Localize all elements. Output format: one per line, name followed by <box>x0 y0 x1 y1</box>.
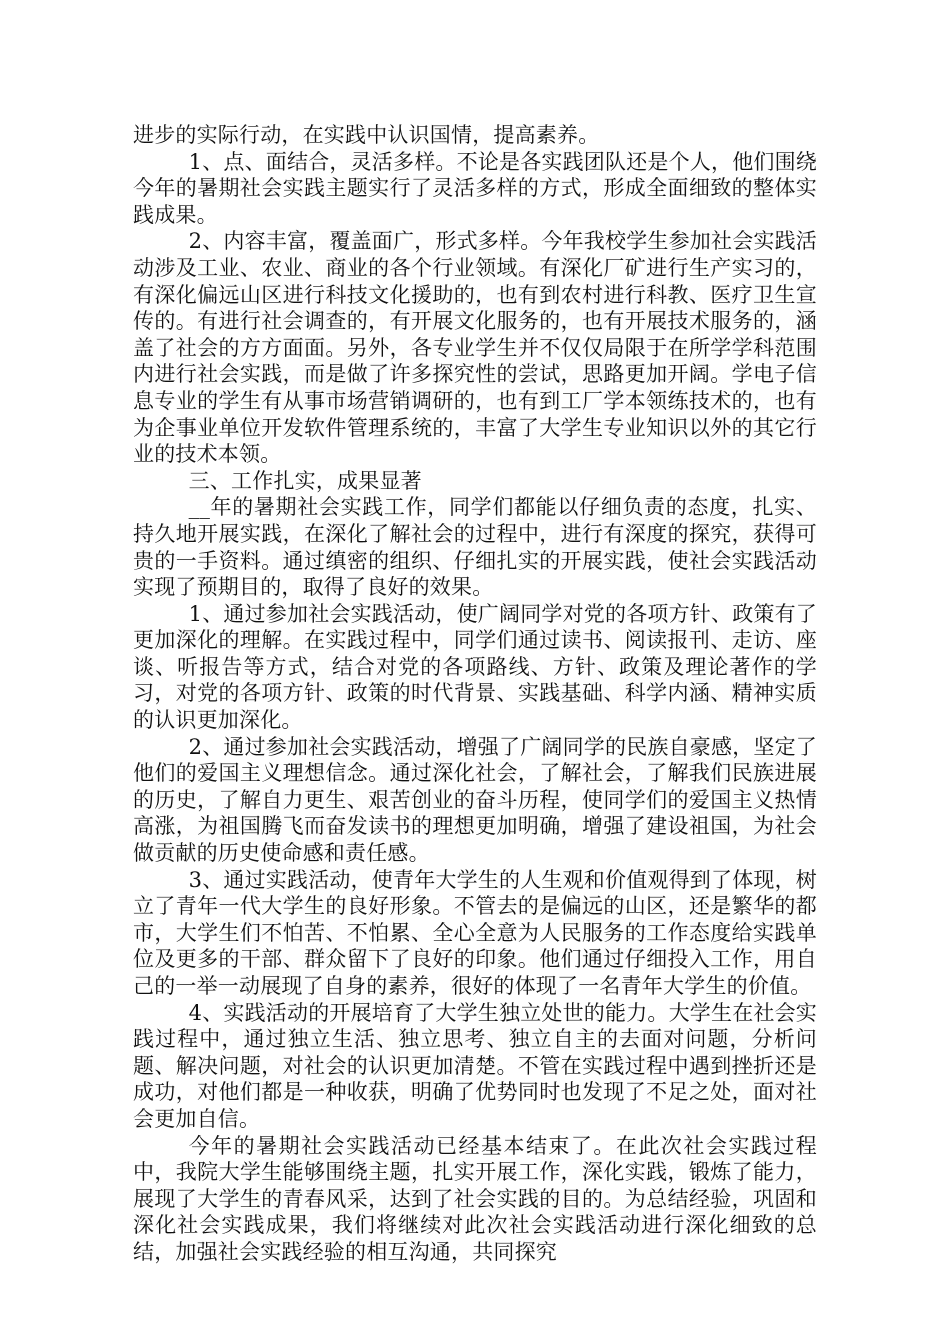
paragraph: 4、实践活动的开展培育了大学生独立处世的能力。大学生在社会实践过程中，通过独立生活、独立思考、独立自主的去面对问题，分析问题、解决问题，对社会的认识更加清楚。不管在实践过程中遇到挫折还是成功，对他们都是一种收获，明确了优势同时也发现了不足之处，面对社会更加自信。 <box>133 1000 817 1131</box>
document-body <box>133 122 817 1266</box>
paragraph: 2、内容丰富，覆盖面广，形式多样。今年我校学生参加社会实践活动涉及工业、农业、商业的各个行业领域。有深化厂矿进行生产实习的，有深化偏远山区进行科技文化援助的，也有到农村进行科教、医疗卫生宣传的。有进行社会调查的，有开展文化服务的，也有开展技术服务的，涵盖了社会的方方面面。另外，各专业学生并不仅仅局限于在所学学科范围内进行社会实践，而是做了许多探究性的尝试，思路更加开阔。学电子信息专业的学生有从事市场营销调研的，也有到工厂学本领练技术的，也有为企事业单位开发软件管理系统的，丰富了大学生专业知识以外的其它行业的技术本领。 <box>133 229 817 467</box>
paragraph: 1、通过参加社会实践活动，使广阔同学对党的各项方针、政策有了更加深化的理解。在实践过程中，同学们通过读书、阅读报刊、走访、座谈、听报告等方式，结合对党的各项路线、方针、政策及理论著作的学习，对党的各项方针、政策的时代背景、实践基础、科学内涵、精神实质的认识更加深化。 <box>133 601 817 733</box>
paragraph: 进步的实际行动，在实践中认识国情，提高素养。 <box>133 123 600 147</box>
paragraph: 1、点、面结合，灵活多样。不论是各实践团队还是个人，他们围绕今年的暑期社会实践主题实行了灵活多样的方式，形成全面细致的整体实践成果。 <box>133 149 817 227</box>
paragraph: 3、通过实践活动，使青年大学生的人生观和价值观得到了体现，树立了青年一代大学生的良好形象。不管去的是偏远的山区，还是繁华的都市，大学生们不怕苦、不怕累、全心全意为人民服务的工作态度给实践单位及更多的干部、群众留下了良好的印象。他们通过仔细投入工作，用自己的一举一动展现了自身的素养，很好的体现了一名青年大学生的价值。 <box>133 867 817 998</box>
paragraph: 2、通过参加社会实践活动，增强了广阔同学的民族自豪感，坚定了他们的爱国主义理想信念。通过深化社会，了解社会，了解我们民族进展的历史，了解自力更生、艰苦创业的奋斗历程，使同学们的爱国主义热情高涨，为祖国腾飞而奋发读书的理想更加明确，增强了建设祖国，为社会做贡献的历史使命感和责任感。 <box>133 734 817 866</box>
paragraph: 今年的暑期社会实践活动已经基本结束了。在此次社会实践过程中，我院大学生能够围绕主题，扎实开展工作，深化实践，锻炼了能力，展现了大学生的青春风采，达到了社会实践的目的。为总结经验，巩固和深化社会实践成果，我们将继续对此次社会实践活动进行深化细致的总结，加强社会实践经验的相互沟通，共同探究 <box>133 1133 817 1264</box>
paragraph: __年的暑期社会实践工作，同学们都能以仔细负责的态度，扎实、持久地开展实践，在深化了解社会的过程中，进行有深度的探究，获得可贵的一手资料。通过缜密的组织、仔细扎实的开展实践，使社会实践活动实现了预期目的，取得了良好的效果。 <box>133 495 817 600</box>
paragraph: 三、工作扎实，成果显著 <box>188 468 422 493</box>
